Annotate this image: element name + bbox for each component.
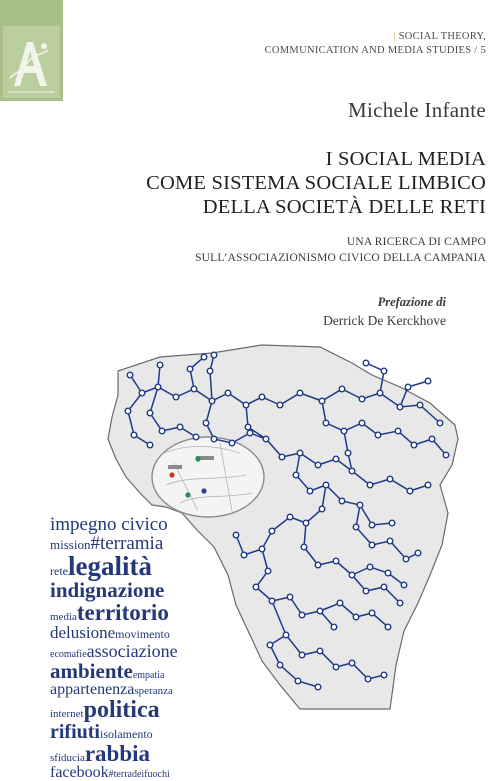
preface-author: Derrick De Kerckhove — [323, 313, 446, 328]
book-title — [146, 147, 486, 219]
subtitle-line-2: SULL’ASSOCIAZIONISMO CIVICO DELLA CAMPANIA — [195, 252, 486, 264]
series-line-1: SOCIAL THEORY, — [398, 31, 486, 42]
word-cloud-term: politica — [83, 697, 160, 723]
word-cloud-term: territorio — [76, 600, 169, 625]
word-cloud-term: empatia — [132, 670, 165, 681]
word-cloud-term: rete — [50, 564, 68, 578]
word-cloud — [50, 515, 240, 781]
publisher-logo — [0, 0, 63, 101]
word-cloud-term: impegno civico — [50, 514, 168, 535]
series-name — [265, 30, 486, 58]
word-cloud-term: rifiuti — [50, 721, 100, 743]
title-line-2: COME SISTEMA SOCIALE LIMBICO — [146, 172, 486, 194]
word-cloud-row — [50, 580, 240, 601]
word-cloud-term: legalità — [67, 551, 152, 581]
word-cloud-term: #terramia — [90, 533, 164, 554]
word-cloud-term: movimento — [115, 627, 170, 641]
word-cloud-row — [50, 742, 240, 765]
word-cloud-term: associazione — [86, 641, 178, 661]
word-cloud-term: media — [50, 611, 77, 623]
word-cloud-row — [50, 682, 240, 698]
series-bar: | — [393, 31, 399, 42]
title-line-3: DELLA SOCIETÀ DELLE RETI — [202, 196, 486, 218]
word-cloud-term: #terradeifuochi — [108, 769, 170, 780]
word-cloud-term: indignazione — [50, 578, 165, 602]
word-cloud-term: internet — [50, 708, 84, 720]
word-cloud-row — [50, 765, 240, 781]
word-cloud-term: mission — [50, 537, 91, 552]
title-line-1: I SOCIAL MEDIA — [325, 148, 486, 170]
book-subtitle — [195, 234, 486, 266]
word-cloud-row — [50, 698, 240, 722]
word-cloud-row — [50, 624, 240, 642]
word-cloud-term: delusione — [50, 623, 116, 642]
word-cloud-term: sfiducia — [50, 752, 85, 764]
word-cloud-row — [50, 515, 240, 534]
word-cloud-row — [50, 722, 240, 742]
word-cloud-term: ecomafie — [50, 649, 87, 660]
aracne-logo-icon — [0, 0, 63, 101]
word-cloud-term: speranza — [134, 685, 173, 697]
series-line-2: COMMUNICATION AND MEDIA STUDIES / 5 — [264, 45, 486, 56]
word-cloud-row — [50, 601, 240, 624]
word-cloud-term: appartenenza — [50, 681, 135, 698]
zoom-ellipse — [152, 437, 264, 517]
word-cloud-term: ambiente — [50, 659, 133, 683]
subtitle-line-1: UNA RICERCA DI CAMPO — [346, 236, 486, 248]
word-cloud-term: rabbia — [84, 741, 151, 766]
author-name: Michele Infante — [347, 98, 486, 122]
word-cloud-term: facebook — [50, 764, 109, 781]
preface-label: Prefazione di — [377, 295, 446, 309]
word-cloud-term: isolamento — [100, 727, 153, 741]
word-cloud-row — [50, 661, 240, 682]
word-cloud-row — [50, 553, 240, 580]
